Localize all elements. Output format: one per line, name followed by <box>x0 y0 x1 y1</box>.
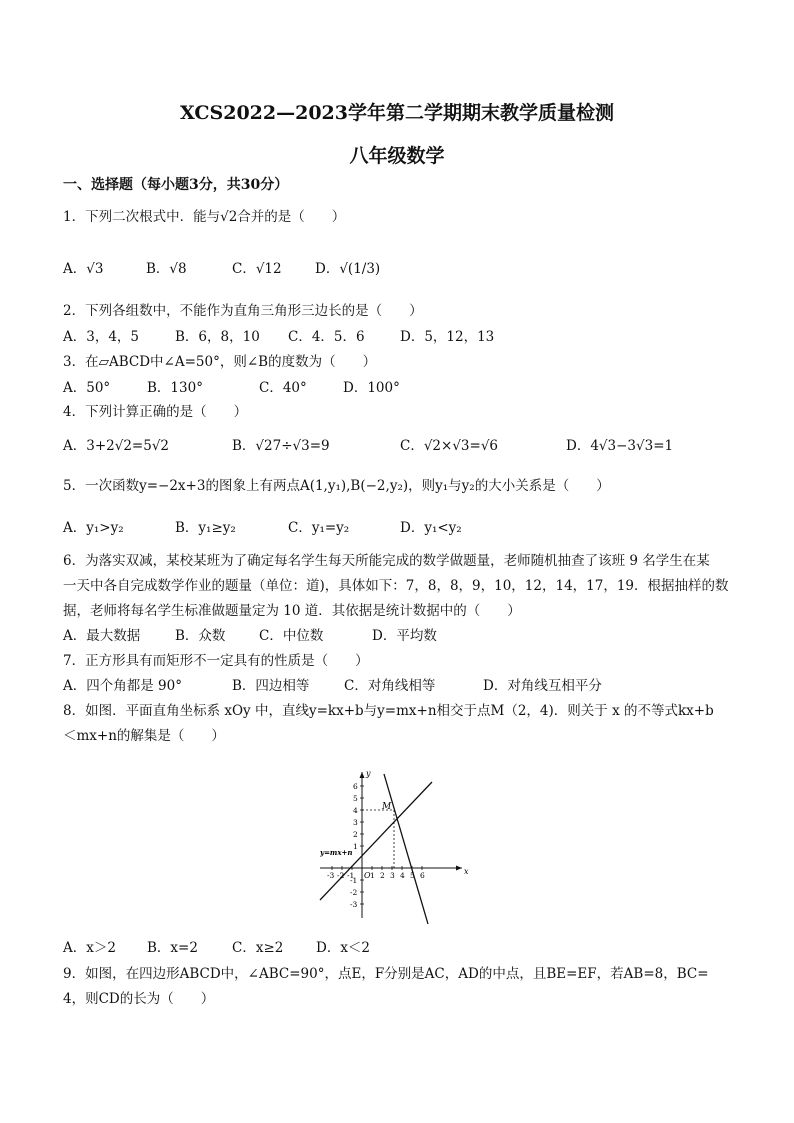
question-6-option-d: D．平均数 <box>372 628 437 644</box>
origin-label: O <box>364 871 371 880</box>
question-7-option-b: B．四边相等 <box>232 678 310 694</box>
question-1-option-b: B．√8 <box>146 261 187 277</box>
question-2-option-d: D．5，12，13 <box>400 329 495 345</box>
y-tick-label: -3 <box>350 900 358 909</box>
x-tick-label: 3 <box>390 871 395 880</box>
x-tick-label: 1 <box>370 871 375 880</box>
y-axis-label: y <box>366 769 371 778</box>
section-heading: 一、选择题（每小题3分，共30分） <box>63 177 289 193</box>
x-tick-label: 5 <box>410 871 415 880</box>
question-2-option-c: C．4．5．6 <box>288 329 365 345</box>
question-4-option-b: B．√27÷√3=9 <box>232 438 330 454</box>
question-3-option-c: C．40° <box>259 380 307 396</box>
coordinate-graph <box>316 766 474 926</box>
question-6-option-b: B．众数 <box>175 628 226 644</box>
question-3-option-a: A．50° <box>63 380 111 396</box>
question-9-line-2: 4，则CD的长为（ ） <box>63 991 215 1007</box>
question-7-option-a: A．四个角都是 90° <box>63 678 182 694</box>
question-1-option-a: A．√3 <box>63 261 104 277</box>
question-2-stem: 2．下列各组数中，不能作为直角三角形三边长的是（ ） <box>63 303 423 319</box>
y-tick-label: -1 <box>350 876 358 885</box>
x-tick-label: -2 <box>337 871 345 880</box>
question-5-option-c: C．y₁=y₂ <box>288 520 350 536</box>
point-m-label: M <box>382 802 392 812</box>
question-7-option-d: D．对角线互相平分 <box>483 678 602 694</box>
exam-title: XCS2022—2023学年第二学期期末教学质量检测 <box>179 102 614 124</box>
question-7-stem: 7．正方形具有而矩形不一定具有的性质是（ ） <box>63 653 369 669</box>
question-8-option-d: D．x＜2 <box>316 940 371 956</box>
x-tick-labels <box>327 871 425 880</box>
line-kx-plus-b <box>384 774 428 924</box>
question-1-stem: 1．下列二次根式中．能与√2合并的是（ ） <box>63 209 346 225</box>
question-3-option-d: D．100° <box>343 380 400 396</box>
question-5-option-a: A．y₁>y₂ <box>63 520 124 536</box>
question-2-option-b: B．6，8，10 <box>175 329 260 345</box>
question-6-line-1: 6．为落实双减，某校某班为了确定每名学生每天所能完成的数学做题量，老师随机抽查了该班 9 名学生在某 <box>63 553 710 569</box>
question-4-option-a: A．3+2√2=5√2 <box>63 438 170 454</box>
y-tick-label: 1 <box>353 842 358 851</box>
exam-subtitle: 八年级数学 <box>349 145 445 167</box>
question-6-line-2: 一天中各自完成数学作业的题量（单位：道)，具体如下：7，8，8，9，10，12，14，17，19．根据抽样的数 <box>63 578 729 594</box>
question-5-option-d: D．y₁<y₂ <box>400 520 462 536</box>
question-2-option-a: A．3，4，5 <box>63 329 140 345</box>
line-label: y=mx+n <box>320 848 353 857</box>
question-4-option-c: C．√2×√3=√6 <box>400 438 499 454</box>
x-tick-label: -3 <box>327 871 335 880</box>
x-tick-label: 6 <box>420 871 425 880</box>
question-7-option-c: C．对角线相等 <box>344 678 436 694</box>
question-9-line-1: 9．如图，在四边形ABCD中，∠ABC=90°，点E，F分别是AC，AD的中点，且BE=EF，若AB=8，BC= <box>63 966 709 982</box>
question-8-option-b: B．x=2 <box>147 940 198 956</box>
question-5-option-b: B．y₁≥y₂ <box>175 520 236 536</box>
x-tick-label: -1 <box>347 871 355 880</box>
question-4-stem: 4．下列计算正确的是（ ） <box>63 404 248 420</box>
question-6-option-a: A．最大数据 <box>63 628 141 644</box>
question-8-line-2: ＜mx+n的解集是（ ） <box>63 728 225 744</box>
question-1-option-c: C．√12 <box>232 261 282 277</box>
x-tick-label: 4 <box>400 871 405 880</box>
y-axis-arrow <box>360 772 365 778</box>
question-6-option-c: C．中位数 <box>259 628 324 644</box>
y-tick-label: 3 <box>353 818 358 827</box>
question-8-option-a: A．x＞2 <box>63 940 116 956</box>
y-tick-label: 6 <box>353 782 358 791</box>
question-6-line-3: 据，老师将每名学生标准做题量定为 10 道．其依据是统计数据中的（ ） <box>63 603 521 619</box>
y-tick-label: -2 <box>350 888 358 897</box>
question-3-option-b: B．130° <box>147 380 203 396</box>
x-axis-label: x <box>464 867 469 876</box>
y-tick-label: 5 <box>353 794 358 803</box>
question-8-option-c: C．x≥2 <box>232 940 284 956</box>
question-4-option-d: D．4√3−3√3=1 <box>566 438 674 454</box>
question-8-line-1: 8．如图．平面直角坐标系 xOy 中，直线y=kx+b与y=mx+n相交于点M（2，4)．则关于 x 的不等式kx+b <box>63 703 714 719</box>
y-tick-labels <box>350 782 358 909</box>
x-tick-label: 2 <box>380 871 385 880</box>
question-5-stem: 5．一次函数y=−2x+3的图象上有两点A(1,y₁),B(−2,y₂)，则y₁与y₂的大小关系是（ ） <box>63 478 610 494</box>
x-axis-arrow <box>456 866 462 871</box>
y-tick-label: 2 <box>353 830 358 839</box>
question-1-option-d: D．√(1/3) <box>315 261 381 277</box>
question-3-stem: 3．在▱ABCD中∠A=50°，则∠B的度数为（ ） <box>63 354 377 370</box>
y-tick-label: 4 <box>353 806 358 815</box>
